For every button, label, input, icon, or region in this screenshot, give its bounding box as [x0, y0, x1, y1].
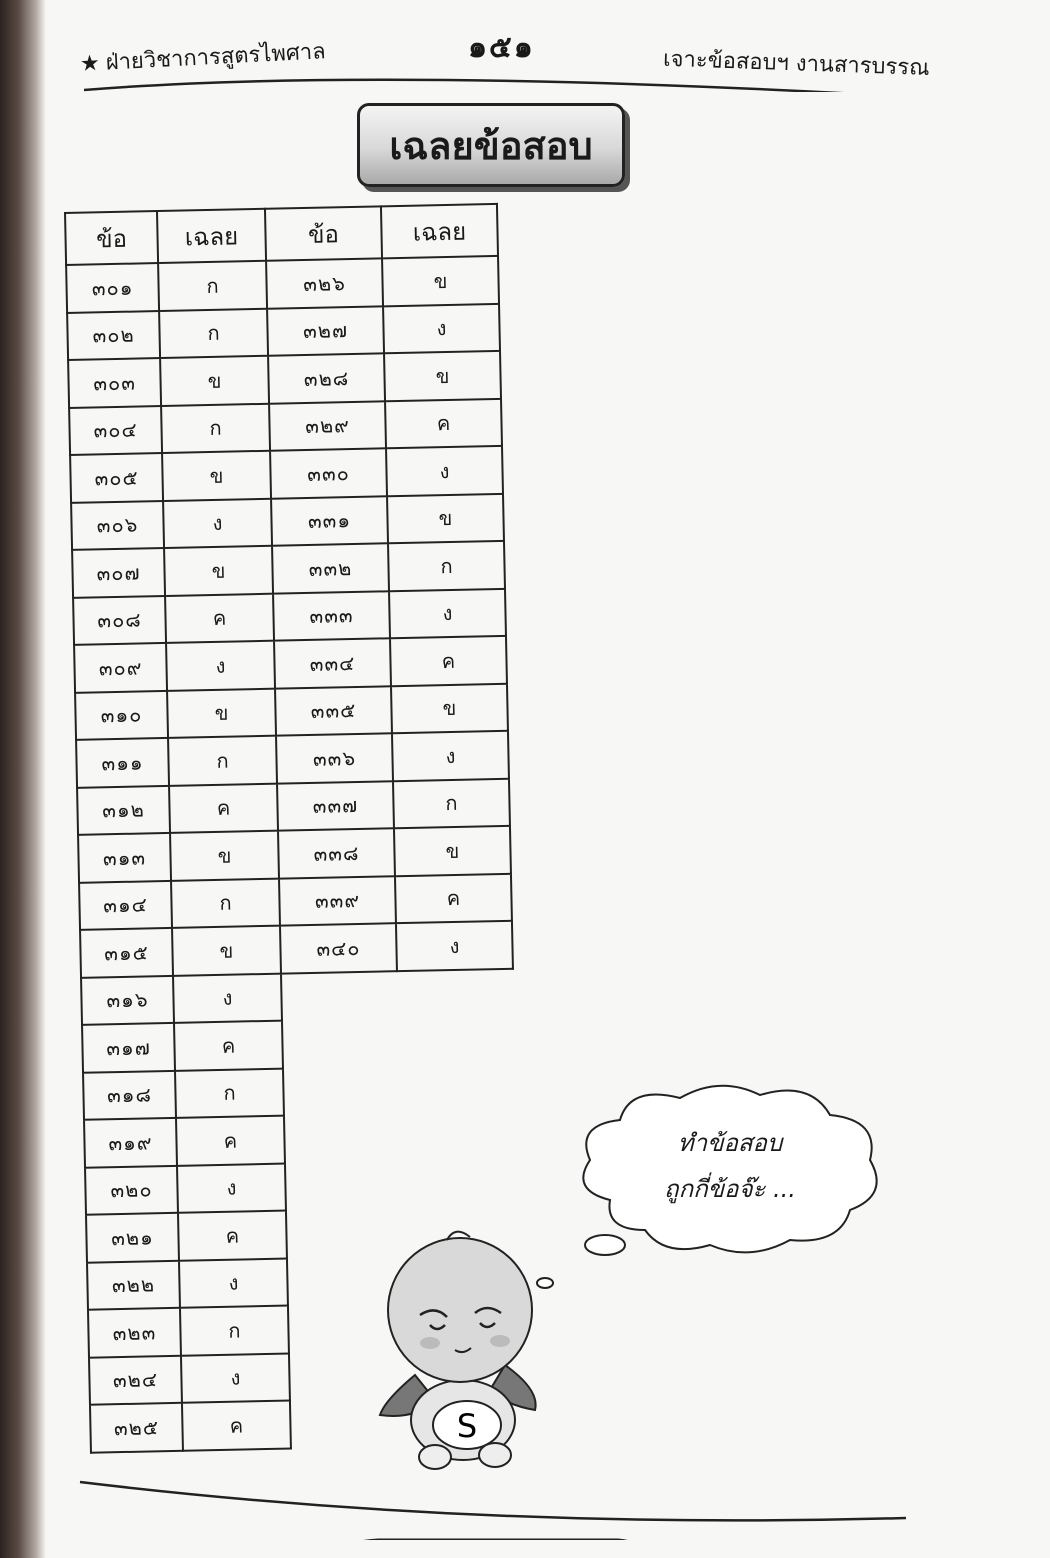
table-header-row [65, 204, 498, 265]
question-number-cell: ๓๐๒ [67, 311, 160, 360]
answer-cell: ข [391, 683, 508, 733]
header-answer-1: เฉลย [157, 209, 266, 263]
answer-cell: ข [387, 493, 504, 543]
question-number-cell: ๓๒๗ [267, 306, 384, 356]
baby-superhero-mascot [375, 1225, 555, 1475]
answer-cell: ก [161, 403, 270, 453]
question-number-cell: ๓๒๑ [86, 1213, 179, 1262]
question-number-cell: ๓๐๘ [73, 595, 166, 644]
empty-cell [282, 1018, 399, 1068]
question-number-cell: ๓๑๓ [78, 833, 171, 882]
answer-cell: ก [171, 878, 280, 928]
answer-cell: ง [177, 1163, 286, 1213]
thought-line-2: ถูกกี่ข้อจ๊ะ ... [664, 1175, 796, 1203]
answer-cell: ข [172, 926, 281, 976]
question-number-cell: ๓๐๕ [70, 453, 163, 502]
question-number-cell: ๓๓๔ [274, 638, 391, 688]
answer-cell: ค [174, 1021, 283, 1071]
question-number-cell: ๓๓๕ [275, 686, 392, 736]
answer-cell: ข [160, 356, 269, 406]
answer-cell: ค [182, 1401, 291, 1451]
empty-cell [400, 1111, 517, 1161]
answer-cell: ก [175, 1068, 284, 1118]
question-number-cell: ๓๐๙ [74, 643, 167, 692]
question-number-cell: ๓๑๑ [76, 738, 169, 787]
question-number-cell: ๓๑๐ [75, 690, 168, 739]
answer-cell: ค [385, 398, 502, 448]
answer-cell: ข [167, 688, 276, 738]
answer-cell: ง [173, 973, 282, 1023]
page-title: เฉลยข้อสอบ [357, 103, 625, 187]
star-icon: ★ [79, 50, 101, 77]
question-number-cell: ๓๓๖ [276, 733, 393, 783]
question-number-cell: ๓๓๒ [272, 543, 389, 593]
question-number-cell: ๓๔๐ [280, 923, 397, 973]
header-right-text: เจาะข้อสอบฯ งานสารบรรณ [663, 46, 931, 81]
answer-cell: ก [393, 778, 510, 828]
question-number-cell: ๓๐๓ [68, 358, 161, 407]
thought-line-1: ทำข้อสอบ [677, 1129, 783, 1157]
question-number-cell: ๓๐๑ [66, 263, 159, 312]
answer-cell: ก [388, 541, 505, 591]
question-number-cell: ๓๒๔ [89, 1355, 182, 1404]
question-number-cell: ๓๒๕ [90, 1403, 183, 1452]
header-underline [82, 62, 932, 92]
question-number-cell: ๓๑๕ [80, 928, 173, 977]
answer-cell: ง [383, 303, 500, 353]
answer-cell: ค [178, 1211, 287, 1261]
answer-cell: ง [181, 1353, 290, 1403]
page-number: ๑๕๑ [468, 30, 535, 65]
question-number-cell: ๓๐๖ [71, 500, 164, 549]
empty-cell [283, 1066, 400, 1116]
answer-cell: ง [396, 921, 513, 971]
answer-cell: ง [179, 1258, 288, 1308]
question-number-cell: ๓๒๘ [268, 353, 385, 403]
question-number-cell: ๓๓๐ [270, 448, 387, 498]
question-number-cell: ๓๒๒ [87, 1260, 180, 1309]
header-no-2: ข้อ [265, 206, 382, 260]
answer-cell: ค [165, 593, 274, 643]
question-number-cell: ๓๓๓ [273, 591, 390, 641]
answer-cell: ค [169, 783, 278, 833]
answer-cell: ง [163, 498, 272, 548]
mascot-badge-letter: S [456, 1407, 478, 1445]
answer-cell: ข [394, 826, 511, 876]
empty-cell [281, 971, 398, 1021]
answer-cell: ก [159, 308, 268, 358]
empty-cell [401, 1158, 518, 1208]
answer-cell: ข [170, 831, 279, 881]
footer-line [78, 1480, 908, 1540]
answer-cell: ข [164, 546, 273, 596]
answer-cell: ข [384, 351, 501, 401]
answer-cell: ข [162, 451, 271, 501]
answer-cell: ก [180, 1306, 289, 1356]
question-number-cell: ๓๒๖ [266, 258, 383, 308]
question-number-cell: ๓๒๐ [85, 1165, 178, 1214]
answer-cell: ง [392, 731, 509, 781]
answer-cell: ค [176, 1116, 285, 1166]
empty-cell [399, 1063, 516, 1113]
answer-cell: ง [386, 446, 503, 496]
question-number-cell: ๓๓๑ [271, 496, 388, 546]
thought-text [630, 1120, 830, 1212]
empty-cell [397, 968, 514, 1018]
answer-cell: ก [158, 261, 267, 311]
question-number-cell: ๓๒๓ [88, 1308, 181, 1357]
question-number-cell: ๓๓๙ [279, 876, 396, 926]
header-left-text: ฝ่ายวิชาการสูตรไพศาล [105, 39, 327, 76]
question-number-cell: ๓๑๔ [79, 880, 172, 929]
question-number-cell: ๓๒๙ [269, 401, 386, 451]
question-number-cell: ๓๑๙ [84, 1118, 177, 1167]
question-number-cell: ๓๐๔ [69, 406, 162, 455]
question-number-cell: ๓๓๗ [277, 781, 394, 831]
empty-cell [284, 1113, 401, 1163]
answer-cell: ง [389, 588, 506, 638]
question-number-cell: ๓๓๘ [278, 828, 395, 878]
question-number-cell: ๓๑๒ [77, 785, 170, 834]
answer-cell: ก [168, 736, 277, 786]
header-no-1: ข้อ [65, 211, 158, 265]
answer-cell: ง [166, 641, 275, 691]
answer-cell: ข [382, 256, 499, 306]
question-number-cell: ๓๑๖ [81, 975, 174, 1024]
empty-cell [285, 1161, 402, 1211]
question-number-cell: ๓๐๗ [72, 548, 165, 597]
header-answer-2: เฉลย [381, 204, 498, 258]
question-number-cell: ๓๑๗ [82, 1023, 175, 1072]
answer-cell: ค [395, 873, 512, 923]
book-spine-shadow [0, 0, 46, 1558]
answer-cell: ค [390, 636, 507, 686]
empty-cell [398, 1016, 515, 1066]
question-number-cell: ๓๑๘ [83, 1070, 176, 1119]
